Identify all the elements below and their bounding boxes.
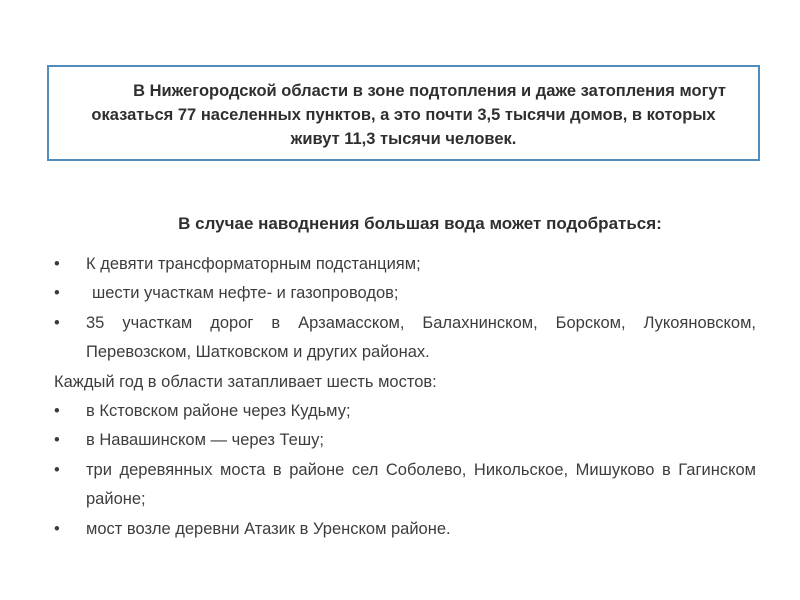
bridges-intro: Каждый год в области затапливает шесть мостов:	[54, 372, 437, 391]
list-item-text: три деревянных моста в районе сел Соболево, Никольское, Мишуково в Гагинском районе;	[86, 460, 756, 509]
bullet-icon: •	[54, 313, 60, 332]
list-item-text: 35 участкам дорог в Арзамасском, Балахнинском, Борском, Лукояновском, Перевозском, Шатковском и других районах.	[86, 313, 756, 362]
list-item-text: мост возле деревни Атазик в Уренском районе.	[86, 519, 451, 538]
list-item-text: шести участкам нефте- и газопроводов;	[92, 284, 399, 303]
list-item-bridge-3	[54, 456, 756, 515]
list-item-facility-1	[54, 250, 756, 279]
bullet-icon: •	[54, 255, 60, 273]
callout-text-content: В Нижегородской области в зоне подтопления и даже затопления могут оказаться 77 населенных пунктов, а это почти 3,5 тысячи домов, в которых живут 11,3 тысячи человек.	[91, 82, 726, 148]
bullet-icon: •	[54, 431, 60, 450]
callout-box	[47, 65, 760, 161]
list-item-text: К девяти трансформаторным подстанциям;	[86, 255, 421, 273]
bullet-icon: •	[54, 284, 60, 303]
list-item-bridge-2	[54, 426, 756, 455]
list-item-text: в Кстовском районе через Кудьму;	[86, 402, 351, 421]
list-item-bridge-1	[54, 397, 756, 426]
bullet-icon: •	[54, 402, 60, 421]
list-item-bridge-4	[54, 515, 756, 544]
content-list	[54, 250, 756, 544]
callout-text	[67, 79, 740, 151]
section-title: В случае наводнения большая вода может подобраться:	[178, 214, 662, 233]
bullet-icon: •	[54, 460, 60, 479]
list-item-text: в Навашинском — через Тешу;	[86, 431, 324, 450]
list-item-facility-2	[54, 279, 756, 308]
bullet-icon: •	[54, 519, 60, 538]
list-item-facility-3	[54, 309, 756, 368]
